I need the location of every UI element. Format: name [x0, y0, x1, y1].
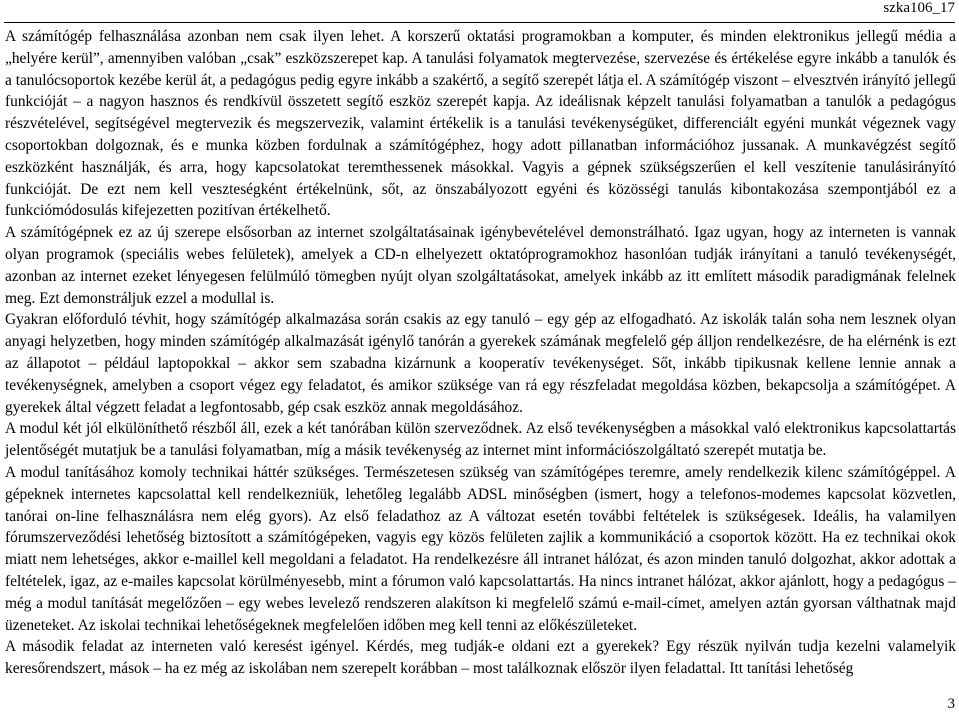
page-number: 3 — [947, 696, 955, 712]
paragraph: A modul tanításához komoly technikai háttér szükséges. Természetesen szükség van számítógépes teremre, amely rendelkezik kilenc számítógéppel. A gépeknek internetes kapcsolattal kell rendelkezniük, lehetőleg legalább ADSL minőségben (ismert, hogy a telefonos-modemes kapcsolat közvetlen, tanórai on-line felhasználásra nem elég gyors). Az első feladathoz az A változat esetén további feltételek is szükségesek. Ideális, ha valamilyen fórumszerveződési lehetőség biztosított a számítógépeken, vagyis egy közös felületen zajlik a kommunikáció a csoportok között. Ha ez technikai okok miatt nem lehetséges, akkor e-maillel kell megoldani a feladatot. Ha rendelkezésre áll intranet hálózat, és azon minden tanuló dolgozhat, akkor adottak a feltételek, igaz, az e-mailes kapcsolat körülményesebb, mint a fórumon való kapcsolattartás. Ha nincs intranet hálózat, akkor ajánlott, hogy a pedagógus – még a modul tanítását megelőzően – egy webes levelező rendszeren alakítson ki megfelelő számú e-mail-címet, amelyen aztán gyorsan válthatnak majd üzeneteket. Az iskolai technikai lehetőségeknek megfelelően időben meg kell tenni az előkészületeket. — [5, 463, 956, 634]
body-text — [5, 26, 956, 680]
header-rule — [4, 22, 955, 23]
document-id: szka106_17 — [883, 0, 955, 16]
paragraph: A második feladat az interneten való keresést igényel. Kérdés, meg tudják-e oldani ezt a gyerekek? Egy részük nyilván tudja kezelni valamelyik keresőrendszert, mások – ha ez még az iskolában nem szerepelt korábban – most találkoznak először ilyen feladattal. Itt tanítási lehetőség — [5, 638, 956, 678]
paragraph: A modul két jól elkülöníthető részből áll, ezek a két tanórában külön szerveződnek. Az első tevékenységben a másokkal való elektronikus kapcsolattartás jelentőségét mutatjuk be a tanulási folyamatban, míg a másik tevékenység az internet mint információszolgáltató szerepét mutatja be. — [5, 420, 956, 460]
paragraph: A számítógépnek ez az új szerepe elsősorban az internet szolgáltatásainak igénybevételével demonstrálható. Igaz ugyan, hogy az interneten is vannak olyan programok (speciális webes felületek), amelyek a CD-n elhelyezett oktatóprogramokhoz hasonlóan tudják irányítani a tanuló tevékenységét, azonban az internet ezeket lényegesen felülmúló tömegben nyújt olyan szolgáltatásokat, amelyek inkább az itt említett második paradigmának felelnek meg. Ezt demonstráljuk ezzel a modullal is. — [5, 224, 956, 307]
paragraph: A számítógép felhasználása azonban nem csak ilyen lehet. A korszerű oktatási programokban a komputer, és minden elektronikus jellegű média a „helyére kerül”, amennyiben valóban „csak” eszközszerepet kap. A tanulási folyamatok megtervezése, szervezése és értékelése egyre inkább a tanulók és a tanulócsoportok kezébe kerül át, a pedagógus pedig egyre inkább a szakértő, a segítő szerepét látja el. A számítógép viszont – elvesztvén irányító jellegű funkcióját – a nagyon hasznos és rendkívül összetett segítő eszköz szerepét kapja. Az ideálisnak képzelt tanulási folyamatban a tanulók a pedagógus részvételével, segítségével megtervezik és megszervezik, valamint értékelik is a tanulási tevékenységüket, differenciált egyéni munkát végeznek vagy csoportokban dolgoznak, és e munka közben fordulnak a számítógéphez, hogy adott pillanatban információhoz jussanak. A munkavégzést segítő eszközként használják, és arra, hogy kapcsolatokat teremthessenek másokkal. Vagyis a gépnek szükségszerűen el kell veszítenie tanulásirányító funkcióját. De ezt nem kell veszteségként értékelnünk, sőt, az önszabályozott egyéni és közösségi tanulás kibontakozása szempontjából ez a funkciómódosulás kifejezetten pozitívan értékelhető. — [5, 28, 956, 220]
paragraph: Gyakran előforduló tévhit, hogy számítógép alkalmazása során csakis az egy tanuló – egy gép az elfogadható. Az iskolák talán soha nem lesznek olyan anyagi helyzetben, hogy minden számítógép alkalmazását igénylő tanórán a gyerekek számának megfelelő gép álljon rendelkezésre, de ha elérnénk is ezt az állapotot – például laptopokkal – akkor sem szabadna kizárnunk a kooperatív tevékenységet. Sőt, inkább tipikusnak kellene lennie annak a tevékenységnek, amelyben a csoport végez egy feladatot, és amikor szüksége van rá egy részfeladat megoldása közben, bekapcsolja a számítógépet. A gyerekek által végzett feladat a legfontosabb, gép csak eszköz annak megoldásához. — [5, 311, 956, 416]
